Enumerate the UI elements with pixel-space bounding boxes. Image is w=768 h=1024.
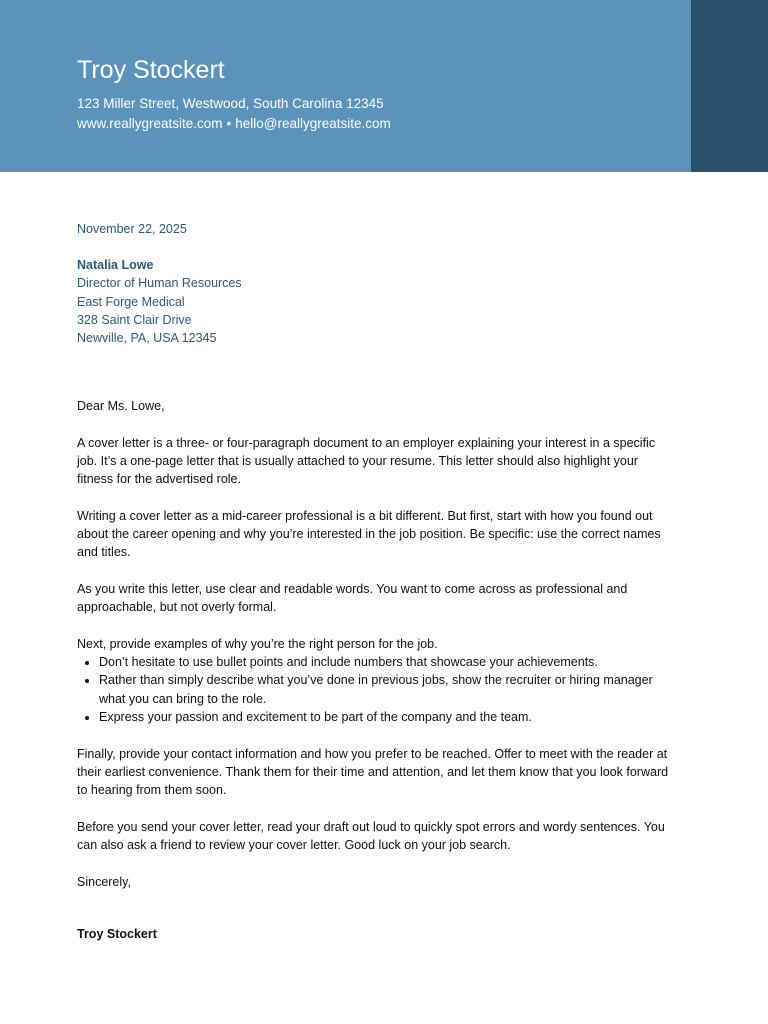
paragraph: Before you send your cover letter, read your draft out loud to quickly spot errors and wordy sentences. You can also ask a friend to review your cover letter. Good luck on your job search. (77, 819, 665, 853)
letterhead-accent-block (691, 0, 768, 172)
bullet-item: • Rather than simply describe what you’ve done in previous jobs, show the recruiter or hiring manager what you can bring to the role. (99, 671, 677, 708)
letter-date: November 22, 2025 (77, 222, 187, 236)
bullet-item: • Don’t hesitate to use bullet points and include numbers that showcase your achievements. (99, 653, 677, 671)
sender-email[interactable]: hello@reallygreatsite.com (235, 116, 391, 131)
sender-address: 123 Miller Street, Westwood, South Carolina 12345 (77, 96, 384, 111)
recipient-street: 328 Saint Clair Drive (77, 312, 192, 327)
recipient-block (77, 256, 242, 347)
bullet-list (77, 653, 677, 726)
signature-name: Troy Stockert (77, 927, 157, 942)
sender-website[interactable]: www.reallygreatsite.com (77, 116, 223, 131)
recipient-name: Natalia Lowe (77, 258, 154, 272)
paragraph: Next, provide examples of why you’re the right person for the job. (77, 636, 438, 651)
letterhead-banner (0, 0, 691, 172)
recipient-company: East Forge Medical (77, 294, 185, 309)
paragraph: Writing a cover letter as a mid-career professional is a bit different. But first, start with how you found out about the career opening and why you’re interested in the job position. Be specific: use the correct names and titles. (77, 508, 661, 560)
sign-off: Sincerely, (77, 874, 131, 889)
paragraph: A cover letter is a three- or four-paragraph document to an employer explaining your interest in a specific job. It’s a one-page letter that is usually attached to your resume. This letter should also highlight your fitness for the advertised role. (77, 435, 656, 487)
recipient-city: Newville, PA, USA 12345 (77, 331, 217, 346)
recipient-title: Director of Human Resources (77, 276, 242, 291)
salutation: Dear Ms. Lowe, (77, 399, 165, 413)
sender-contact-line (77, 115, 391, 133)
contact-separator: • (226, 116, 232, 131)
letter-body (77, 397, 677, 962)
sender-name: Troy Stockert (77, 56, 225, 84)
bullet-item: • Express your passion and excitement to be part of the company and the team. (99, 708, 677, 726)
paragraph: Finally, provide your contact information and how you prefer to be reached. Offer to meet with the reader at their earliest convenience. Thank them for their time and attention, and let them know that you look forward to hearing from them soon. (77, 746, 669, 798)
paragraph: As you write this letter, use clear and readable words. You want to come across as professional and approachable, but not overly formal. (77, 581, 628, 615)
